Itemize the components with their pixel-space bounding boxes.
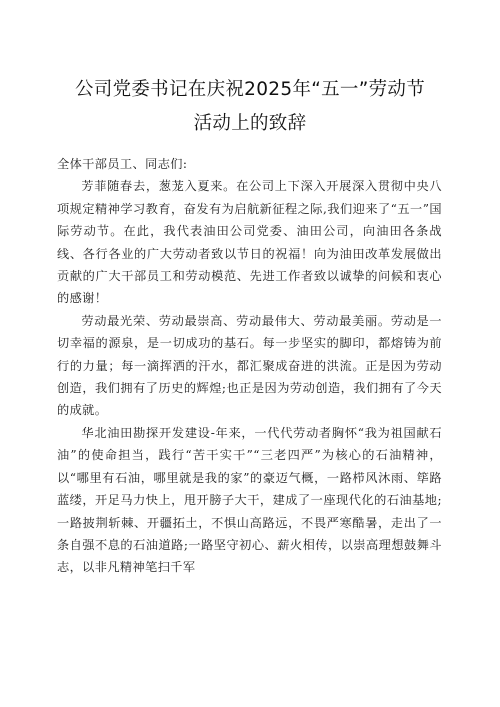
salutation: 全体干部员工、同志们:: [57, 157, 188, 171]
paragraph-3: 华北油田勘探开发建设-年来，一代代劳动者胸怀“我为祖国献石油”的使命担当，践行“苦干实干”“三老四严”为核心的石油精神，以“哪里有石油，哪里就是我的家”的豪迈气概，一路栉风沐雨、筚路蓝缕，开足马力快上，甩开膀子大干，建成了一座现代化的石油基地;一路披荆斩棘、开疆拓土，不惧山高路远，不畏严寒酷暑，走出了一条自强不息的石油道路;一路坚守初心、薪火相传，以崇高理想鼓舞斗志，以非凡精神笔扫千军: [57, 425, 442, 575]
document-body: [57, 153, 442, 579]
document-title-line2: 活动上的致辞: [193, 113, 307, 134]
paragraph-1: 芳菲随春去，葱茏入夏来。在公司上下深入开展深入贯彻中央八项规定精神学习教育，奋发有为启航新征程之际,我们迎来了“五一”国际劳动节。在此，我代表油田公司党委、油田公司，向油田各条战线、各行各业的广大劳动者致以节日的祝福！向为油田改革发展做出贡献的广大干部员工和劳动模范、先进工作者致以诚挚的问候和衷心的感谢！: [57, 179, 442, 306]
document-title-line1: 公司党委书记在庆祝2025年“五一”劳动节: [74, 79, 426, 100]
paragraph-2: 劳动最光荣、劳动最崇高、劳动最伟大、劳动最美丽。劳动是一切幸福的源泉，是一切成功的基石。每一步坚实的脚印，都熔铸为前行的力量；每一滴挥洒的汗水，都汇聚成奋进的洪流。正是因为劳动创造，我们拥有了历史的辉煌;也正是因为劳动创造，我们拥有了今天的成就。: [57, 313, 442, 418]
